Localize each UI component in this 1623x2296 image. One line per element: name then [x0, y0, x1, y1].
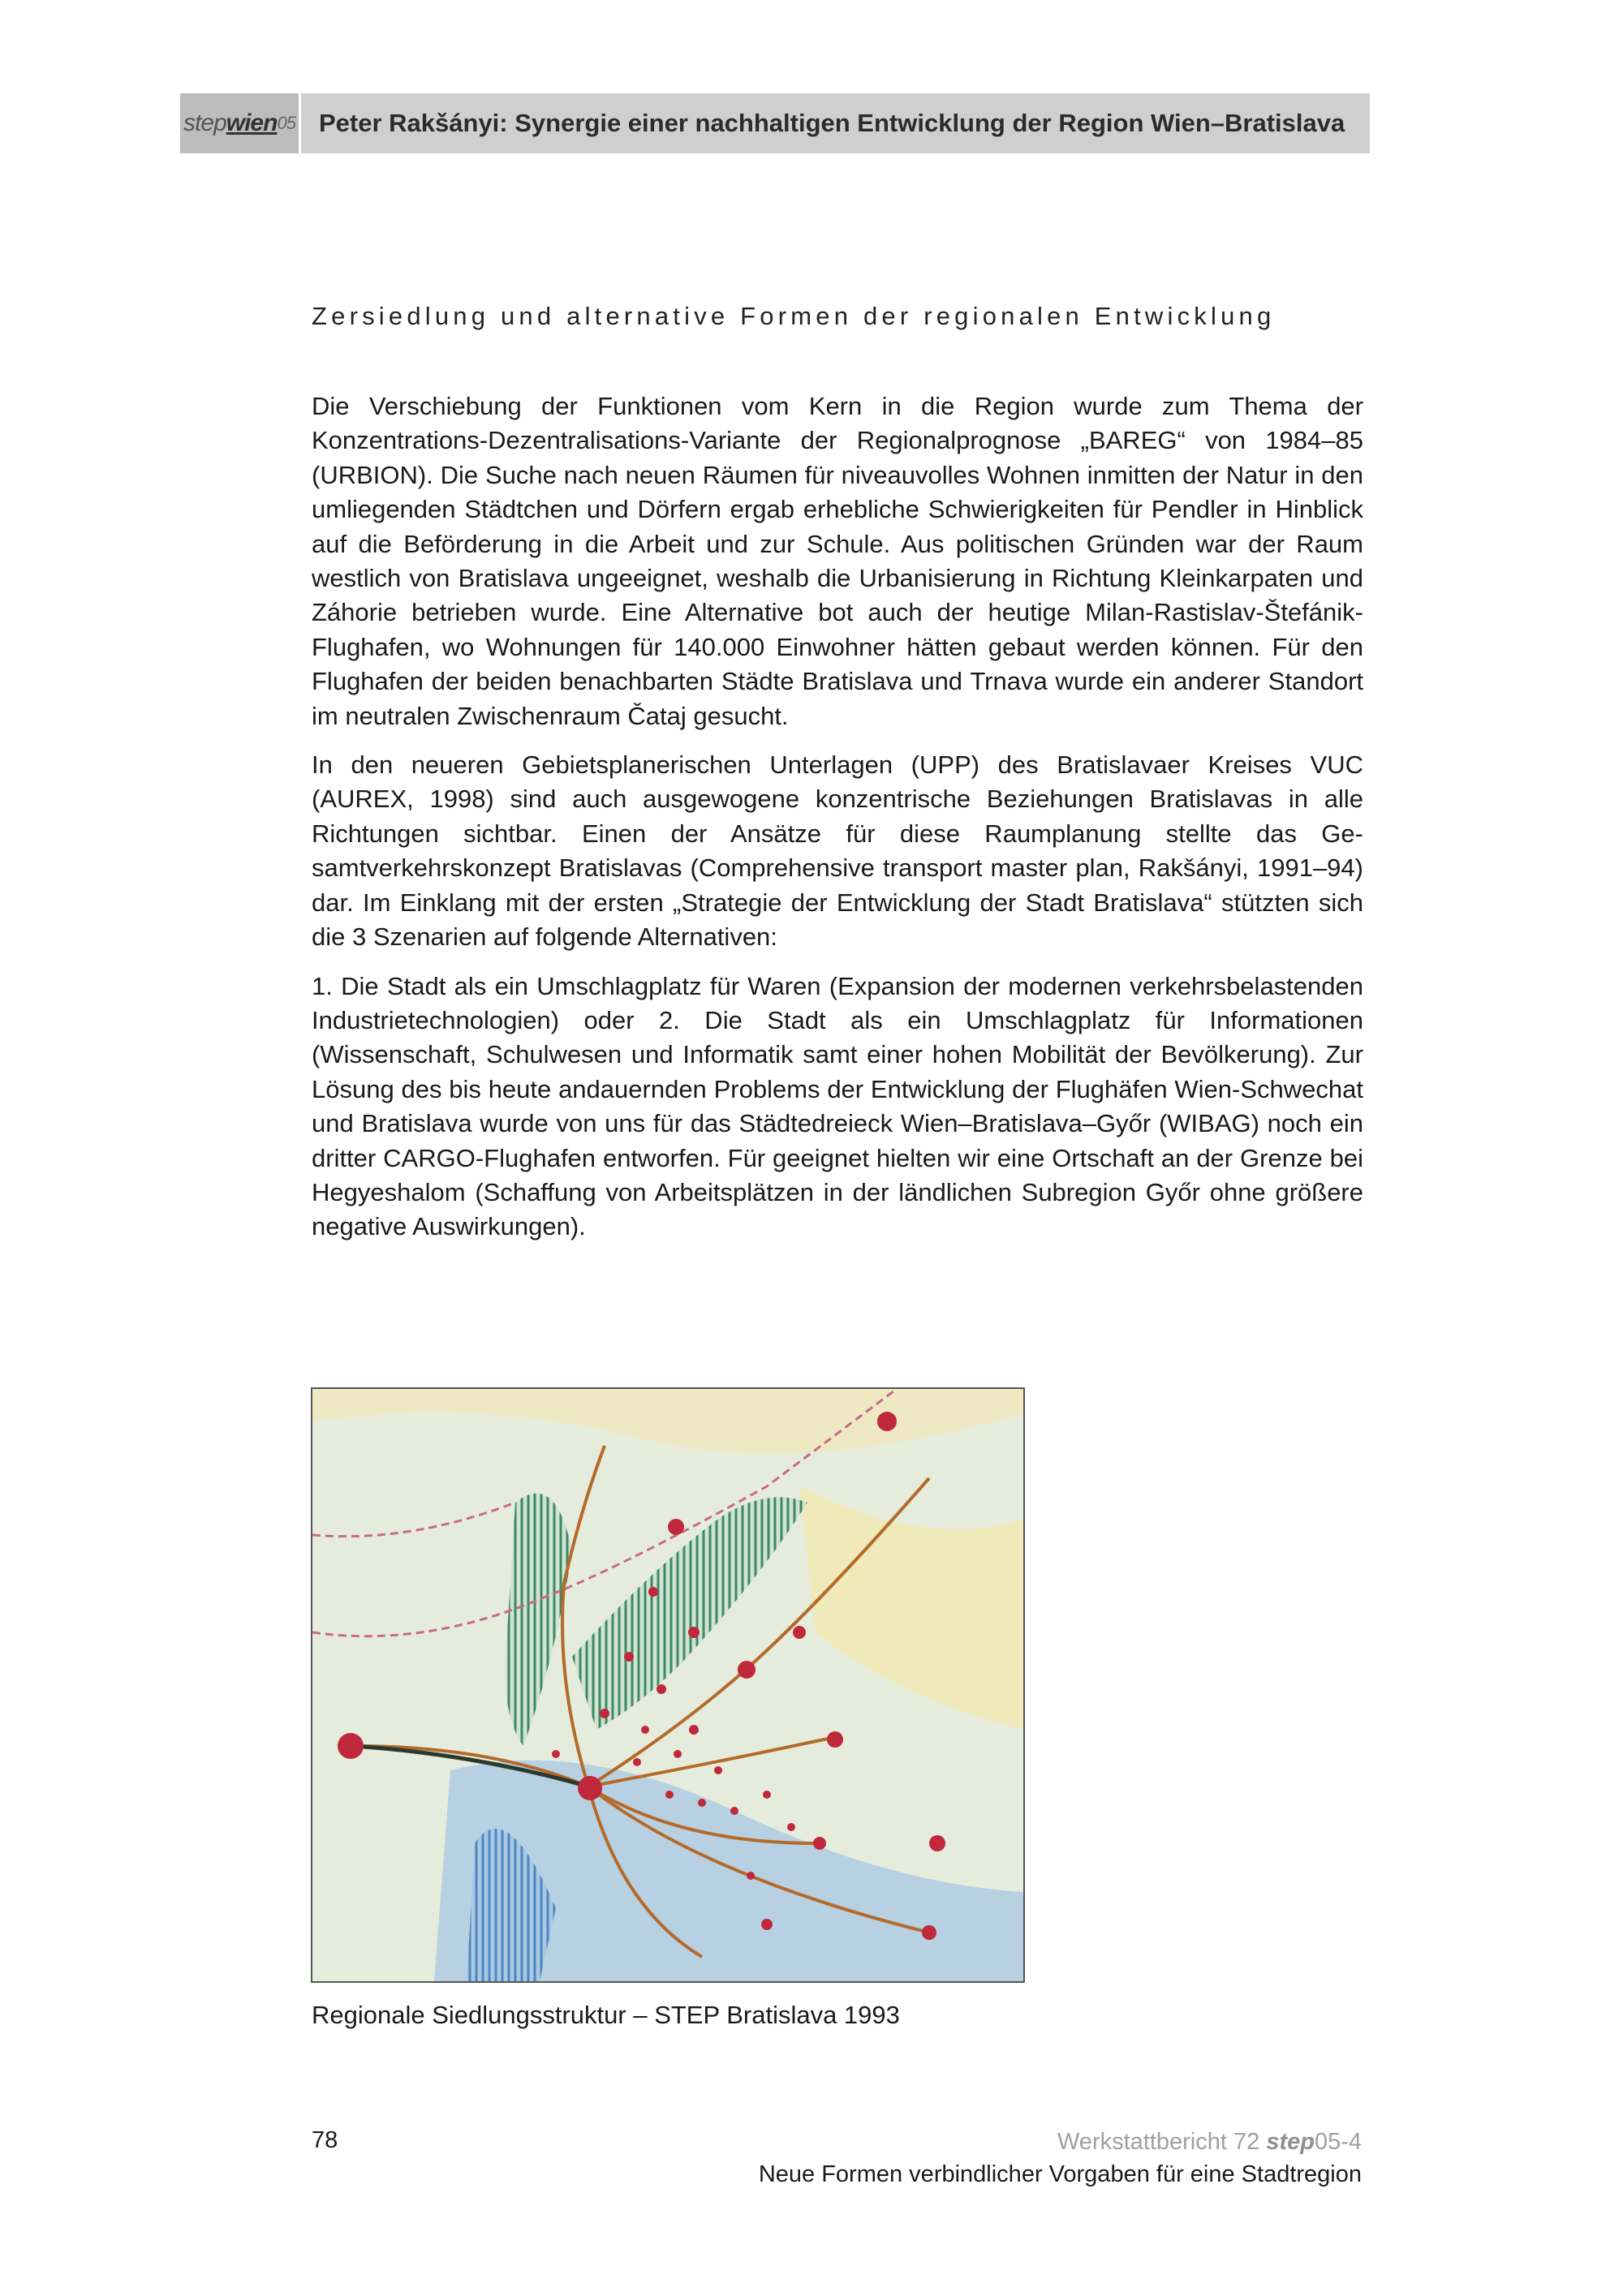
- footer-info: [759, 2126, 1362, 2191]
- series-suffix: 05-4: [1314, 2129, 1362, 2155]
- step-wien-logo: [180, 93, 301, 153]
- body-text: [312, 389, 1363, 1259]
- node-vienna: [338, 1733, 364, 1759]
- footer-subtitle: Neue Formen verbindlicher Vorgaben für eine Stadtregion: [758, 2161, 1362, 2187]
- logo-year: 05: [277, 113, 295, 133]
- logo-brand: wien: [226, 110, 278, 136]
- node-bratislava: [578, 1776, 602, 1800]
- figure-caption: Regionale Siedlungsstruktur – STEP Bratislava 1993: [312, 2001, 900, 2029]
- paragraph-1: Die Verschiebung der Funktionen vom Kern in die Region wurde zum Thema der Konzentrations-Dezentralisations-Variante der Regionalprognose „BAREG“ von 1984–85 (URBION). Die Suche nach neuen Räumen für niveauvolles Wohnen inmitten der Natur in den umliegenden Städtchen und Dörfern ergab erhebliche Schwierigkeiten für Pendler in Hinblick auf die Beförderung in die Arbeit und zur Schule. Aus politischen Gründen war der Raum westlich von Bratislava ungeeignet, weshalb die Urbanisierung in Richtung Kleinkarpaten und Záhorie betrieben wurde. Eine Alternative bot auch der heutige Milan-Rastislav-Štefánik-Flughafen, wo Wohnungen für 140.000 Einwohner hätten gebaut werden können. Für den Flughafen der beiden benachbarten Städte Bratislava und Trnava wurde ein anderer Standort im neutralen Zwischenraum Čataj gesucht.: [312, 392, 1363, 730]
- logo-prefix: step: [183, 110, 226, 136]
- node-trnava: [738, 1661, 756, 1679]
- node-north: [877, 1412, 897, 1431]
- series-prefix: Werkstattbericht 72: [1057, 2129, 1267, 2155]
- map-graphic: [312, 1389, 1023, 1981]
- section-heading: Zersiedlung und alternative Formen der regionalen Entwicklung: [312, 302, 1276, 330]
- footer-series: [759, 2126, 1362, 2158]
- series-step: step: [1266, 2129, 1315, 2155]
- page-header: [180, 93, 1370, 153]
- regional-settlement-map: [311, 1387, 1025, 1983]
- page-number: 78: [312, 2127, 338, 2153]
- paragraph-2: In den neueren Gebietsplanerischen Unterlagen (UPP) des Bratislavaer Kreises VUC (AUREX, 1998) sind auch ausgewogene konzentrische Beziehungen Bratislavas in alle Richtungen sichtbar. Einen der Ansätze für diese Raumplanung stellte das Gesamtverkehrskonzept Bratislavas (Comprehensive transport master plan, Rakšányi, 1991–94) dar. Im Einklang mit der ersten „Strategie der Entwicklung der Stadt Bratislava“ stützten sich die 3 Szenarien auf folgende Alternativen:: [312, 750, 1363, 952]
- paragraph-3: 1. Die Stadt als ein Umschlagplatz für Waren (Expansion der modernen verkehrsbelastenden Industrietechnologien) oder 2. Die Stadt als ein Umschlagplatz für Informationen (Wissenschaft, Schulwesen und Informatik samt einer hohen Mobilität der Bevölkerung). Zur Lösung des bis heute andauernden Problems der Entwicklung der Flughäfen Wien-Schwechat und Bratislava wurde von uns für das Städtedreieck Wien–Bratislava–Győr (WIBAG) noch ein dritter CARGO-Flughafen entworfen. Für geeignet hielten wir eine Ortschaft an der Grenze bei Hegyeshalom (Schaffung von Arbeitsplätzen in der ländlichen Subregion Győr ohne größere negative Auswirkungen).: [312, 971, 1363, 1241]
- header-title: Peter Rakšányi: Synergie einer nachhaltigen Entwicklung der Region Wien–Bratislava: [319, 109, 1345, 137]
